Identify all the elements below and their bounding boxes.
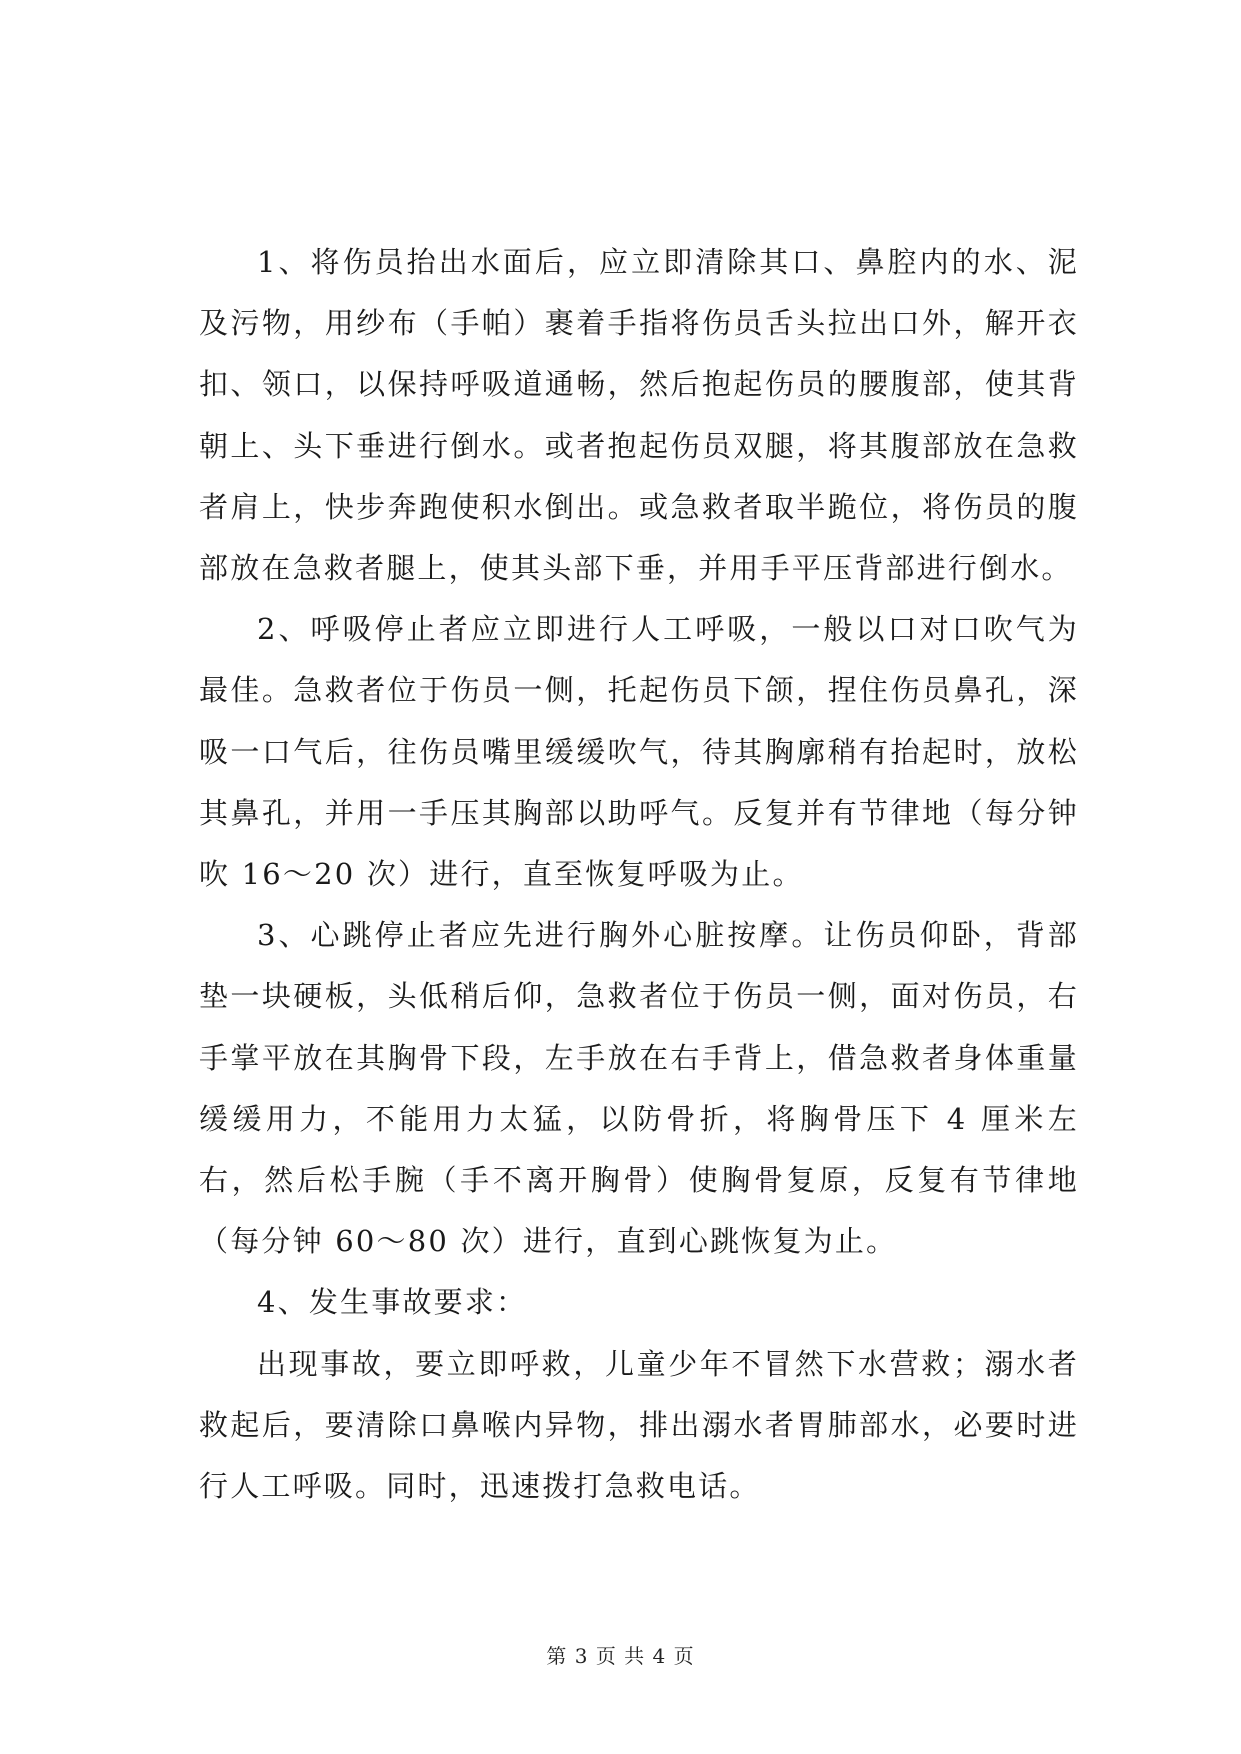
paragraph-drowning-water-removal: 1、将伤员抬出水面后，应立即清除其口、鼻腔内的水、泥及污物，用纱布（手帕）裹着手指将伤员舌头拉出口外，解开衣扣、领口，以保持呼吸道通畅，然后抱起伤员的腰腹部，使其背朝上、头下垂进行倒水。或者抱起伤员双腿，将其腹部放在急救者肩上，快步奔跑使积水倒出。或急救者取半跪位，将伤员的腹部放在急救者腿上，使其头部下垂，并用手平压背部进行倒水。 xyxy=(199,245,1079,586)
paragraph-artificial-respiration: 2、呼吸停止者应立即进行人工呼吸，一般以口对口吹气为最佳。急救者位于伤员一侧，托起伤员下颌，捏住伤员鼻孔，深吸一口气后，往伤员嘴里缓缓吹气，待其胸廓稍有抬起时，放松其鼻孔，并用一手压其胸部以助呼气。反复并有节律地（每分钟吹 16～20 次）进行，直至恢复呼吸为止。 xyxy=(199,612,1079,892)
paragraph-accident-heading: 4、发生事故要求： xyxy=(257,1285,528,1320)
page-number-footer: 第 3 页 共 4 页 xyxy=(546,1644,695,1668)
paragraph-cardiac-massage: 3、心跳停止者应先进行胸外心脏按摩。让伤员仰卧，背部垫一块硬板，头低稍后仰，急救者位于伤员一侧，面对伤员，右手掌平放在其胸骨下段，左手放在右手背上，借急救者身体重量缓缓用力，不能用力太猛，以防骨折，将胸骨压下 4 厘米左右，然后松手腕（手不离开胸骨）使胸骨复原，反复有节律地（每分钟 60～80 次）进行，直到心跳恢复为止。 xyxy=(199,918,1079,1259)
document-body xyxy=(199,232,1079,1517)
paragraph-accident-requirements: 出现事故，要立即呼救，儿童少年不冒然下水营救；溺水者救起后，要清除口鼻喉内异物，排出溺水者胃肺部水，必要时进行人工呼吸。同时，迅速拨打急救电话。 xyxy=(199,1346,1079,1504)
